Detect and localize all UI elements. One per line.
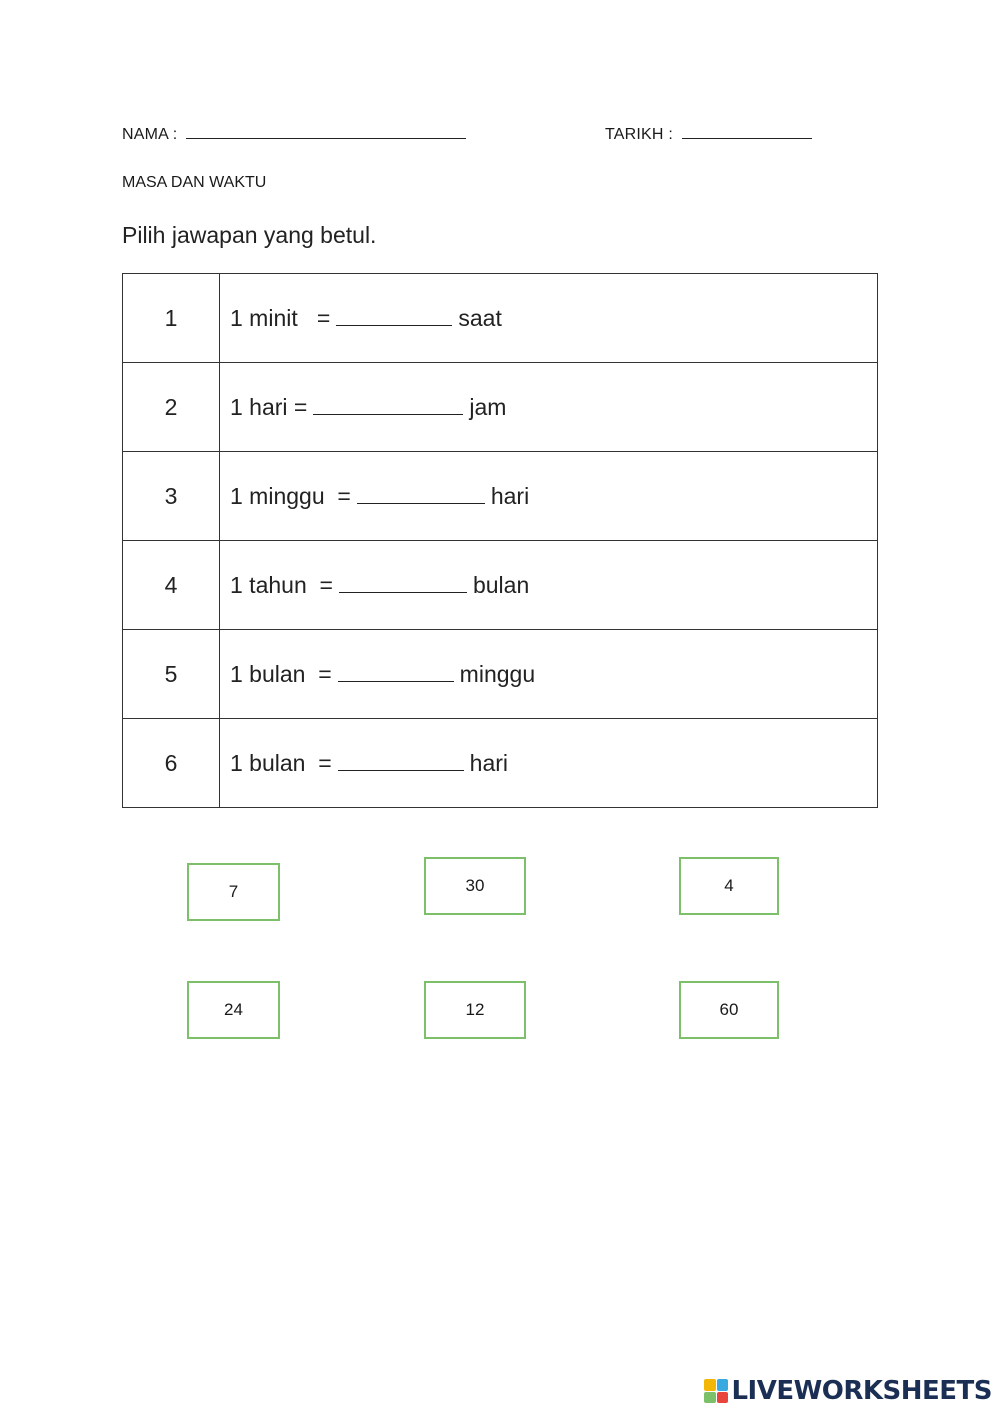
question-row bbox=[123, 541, 878, 630]
question-text bbox=[220, 452, 878, 541]
answer-option-box[interactable]: 24 bbox=[187, 981, 280, 1039]
answer-option-box[interactable]: 4 bbox=[679, 857, 779, 915]
question-table bbox=[122, 273, 878, 808]
question-left: 1 hari = bbox=[230, 393, 308, 420]
answer-blank[interactable] bbox=[336, 307, 452, 326]
liveworksheets-logo-icon bbox=[704, 1379, 728, 1403]
question-row bbox=[123, 719, 878, 808]
question-unit: saat bbox=[458, 304, 502, 331]
tarikh-blank[interactable] bbox=[682, 124, 812, 139]
question-number: 1 bbox=[123, 274, 220, 363]
answer-blank[interactable] bbox=[338, 663, 454, 682]
question-row bbox=[123, 363, 878, 452]
question-row bbox=[123, 452, 878, 541]
answer-option-box[interactable]: 7 bbox=[187, 863, 280, 921]
question-left: 1 minit = bbox=[230, 304, 331, 331]
question-row bbox=[123, 274, 878, 363]
question-number: 3 bbox=[123, 452, 220, 541]
tarikh-field bbox=[605, 124, 812, 144]
question-text bbox=[220, 274, 878, 363]
question-unit: hari bbox=[469, 749, 509, 776]
answer-blank[interactable] bbox=[338, 752, 464, 771]
question-unit: minggu bbox=[459, 660, 536, 687]
question-number: 2 bbox=[123, 363, 220, 452]
instruction-text: Pilih jawapan yang betul. bbox=[122, 222, 377, 248]
answer-blank[interactable] bbox=[357, 485, 485, 504]
question-left: 1 minggu = bbox=[230, 482, 351, 509]
question-text bbox=[220, 363, 878, 452]
nama-field bbox=[122, 124, 466, 144]
question-unit: jam bbox=[469, 393, 507, 420]
question-unit: hari bbox=[490, 482, 530, 509]
brand-name: LIVEWORKSHEETS bbox=[731, 1376, 992, 1406]
question-number: 4 bbox=[123, 541, 220, 630]
question-text bbox=[220, 541, 878, 630]
question-left: 1 tahun = bbox=[230, 571, 333, 598]
tarikh-label: TARIKH : bbox=[605, 126, 673, 143]
answer-option-box[interactable]: 60 bbox=[679, 981, 779, 1039]
question-left: 1 bulan = bbox=[230, 749, 332, 776]
question-unit: bulan bbox=[472, 571, 530, 598]
question-text bbox=[220, 719, 878, 808]
question-number: 5 bbox=[123, 630, 220, 719]
answer-option-box[interactable]: 12 bbox=[424, 981, 526, 1039]
brand-watermark bbox=[704, 1373, 992, 1409]
question-text bbox=[220, 630, 878, 719]
nama-blank[interactable] bbox=[186, 124, 466, 139]
question-left: 1 bulan = bbox=[230, 660, 332, 687]
question-number: 6 bbox=[123, 719, 220, 808]
answer-option-box[interactable]: 30 bbox=[424, 857, 526, 915]
answer-blank[interactable] bbox=[313, 396, 463, 415]
answer-blank[interactable] bbox=[339, 574, 467, 593]
question-row bbox=[123, 630, 878, 719]
topic-title: MASA DAN WAKTU bbox=[122, 174, 267, 191]
nama-label: NAMA : bbox=[122, 126, 178, 143]
